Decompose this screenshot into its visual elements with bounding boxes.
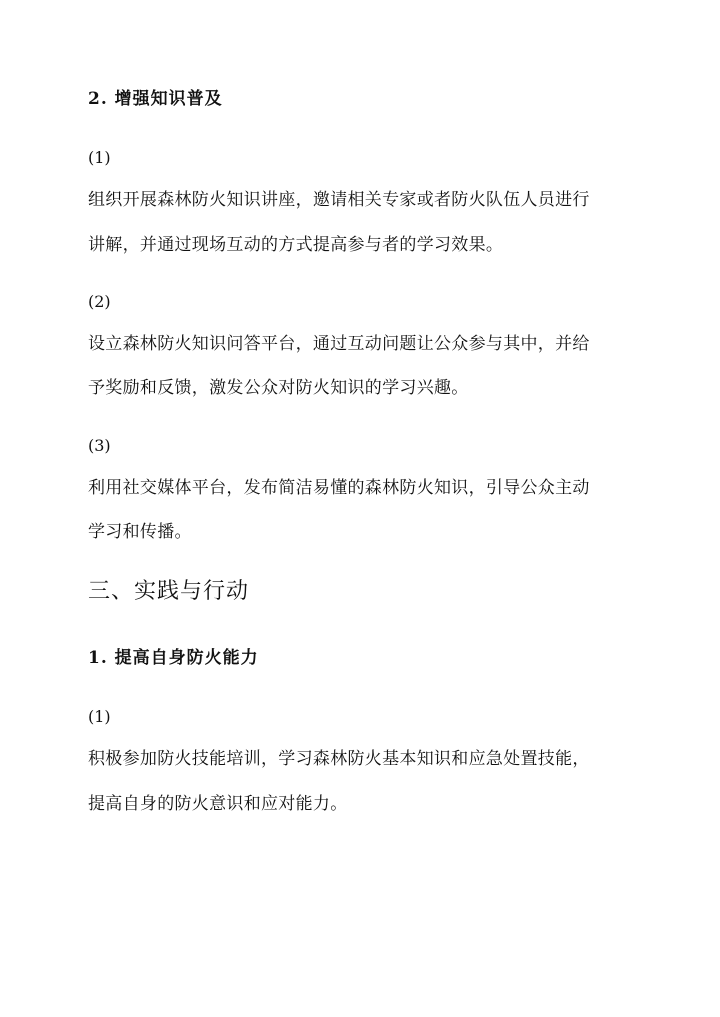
paragraph-line: 利用社交媒体平台，发布简洁易懂的森林防火知识，引导公众主动 <box>88 478 590 498</box>
item-number: (1) <box>88 148 111 167</box>
paragraph-line: 学习和传播。 <box>88 522 192 542</box>
paragraph-line: 讲解，并通过现场互动的方式提高参与者的学习效果。 <box>88 235 504 255</box>
paragraph-line: 组织开展森林防火知识讲座，邀请相关专家或者防火队伍人员进行 <box>88 190 590 210</box>
paragraph-line: 提高自身的防火意识和应对能力。 <box>88 794 348 814</box>
subheading-2: 2. 增强知识普及 <box>88 89 223 109</box>
item-number: (1) <box>88 707 111 726</box>
section-heading: 三、实践与行动 <box>88 579 250 604</box>
paragraph-line: 设立森林防火知识问答平台，通过互动问题让公众参与其中，并给 <box>88 334 590 354</box>
paragraph-line: 予奖励和反馈，激发公众对防火知识的学习兴趣。 <box>88 378 469 398</box>
subheading-1: 1. 提高自身防火能力 <box>88 648 259 668</box>
paragraph-line: 积极参加防火技能培训，学习森林防火基本知识和应急处置技能， <box>88 749 590 769</box>
item-number: (3) <box>88 436 111 455</box>
item-number: (2) <box>88 292 111 311</box>
